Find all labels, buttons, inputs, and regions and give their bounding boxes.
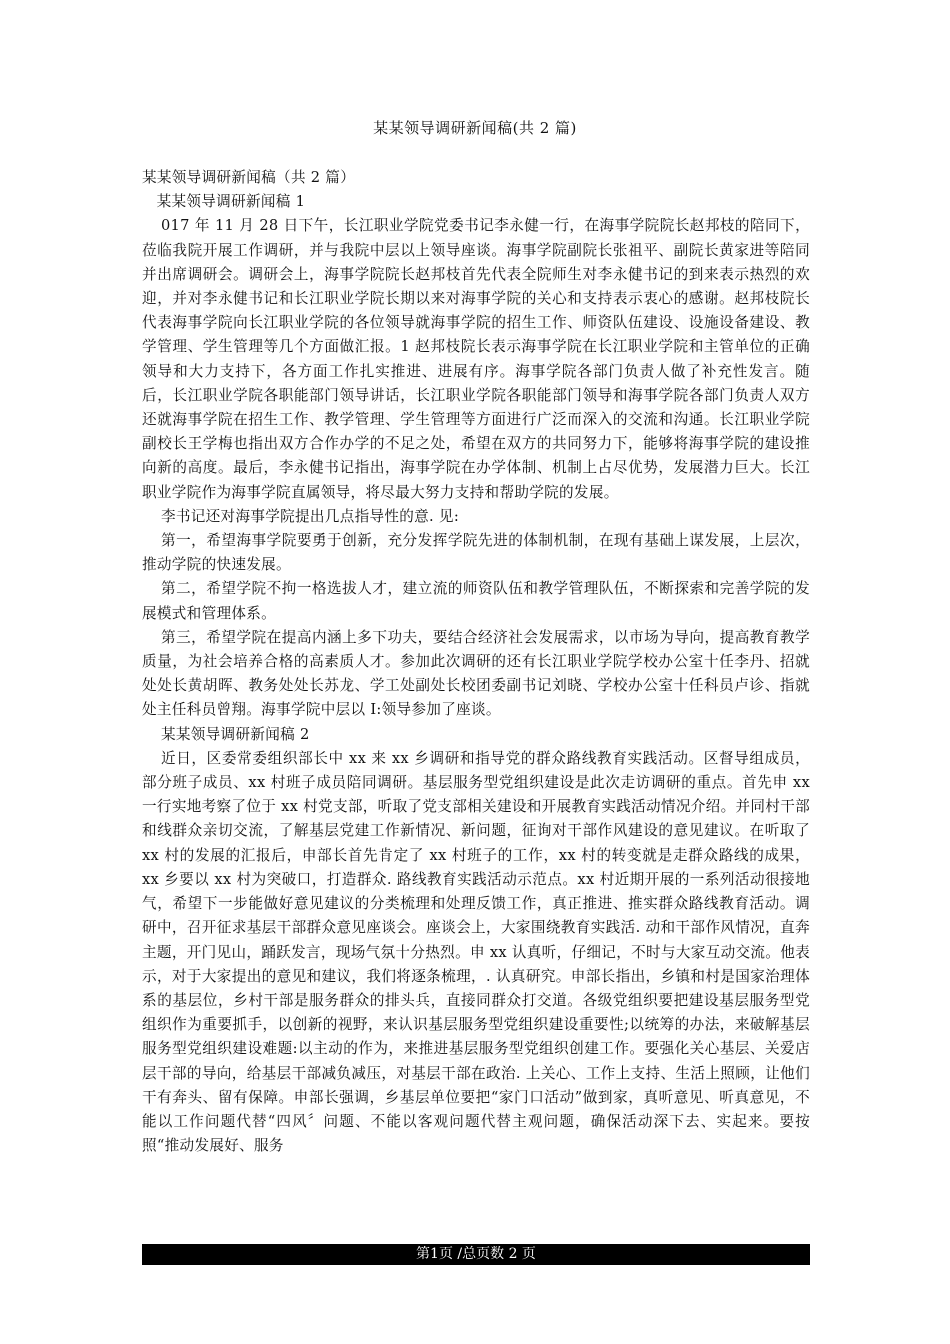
article-1-paragraph: 017 年 11 月 28 日下午，长江职业学院党委书记李永健一行，在海事学院院长赵邦枝的陪同下，莅临我院开展工作调研，并与我院中层以上领导座谈。海事学院副院长张祖平、副院长黄家进等陪同并出席调研会。调研会上，海事学院院长赵邦枝首先代表全院师生对李永健书记的到来表示热烈的欢迎，并对李永健书记和长江职业学院长期以来对海事学院的关心和支持表示衷心的感谢。赵邦枝院长代表海事学院向长江职业学院的各位领导就海事学院的招生工作、师资队伍建设、设施设备建设、教学管理、学生管理等几个方面做汇报。1 赵邦枝院长表示海事学院在长江职业学院和主管单位的正确领导和大力支持下，各方面工作扎实推进、进展有序。海事学院各部门负责人做了补充性发言。随后，长江职业学院各职能部门领导讲话，长江职业学院各职能部门领导和海事学院各部门负责人双方还就海事学院在招生工作、教学管理、学生管理等方面进行广泛而深入的交流和沟通。长江职业学院副校长王学梅也指出双方合作办学的不足之处，希望在双方的共同努力下，能够将海事学院的建设推向新的高度。最后，李永健书记指出，海事学院在办学体制、机制上占尽优势，发展潜力巨大。长江职业学院作为海事学院直属领导，将尽最大努力支持和帮助学院的发展。 (142, 217, 810, 501)
article-1-paragraph: 李书记还对海事学院提出几点指导性的意. 见: (160, 507, 460, 525)
article-1-paragraph: 第二，希望学院不拘一格选拔人才，建立流的师资队伍和教学管理队伍，不断探索和完善学院的发展模式和管理体系。 (142, 580, 810, 622)
page-number-label: 第1页 /总页数 2 页 (416, 1246, 536, 1262)
doc-heading: 某某领导调研新闻稿（共 2 篇） (142, 169, 356, 186)
article-2-heading: 某某领导调研新闻稿 2 (160, 725, 310, 743)
page-footer (142, 1244, 810, 1265)
article-2-paragraph: 近日，区委常委组织部长中 xx 来 xx 乡调研和指导党的群众路线教育实践活动。区督导组成员，部分班子成员、xx 村班子成员陪同调研。基层服务型党组织建设是此次走访调研的重点。首先申 xx 一行实地考察了位于 xx 村党支部，听取了党支部相关建设和开展教育实践活动情况介绍。并同村干部和线群众亲切交流，了解基层党建工作新情况、新问题，征询对干部作风建设的意见建议。在听取了 xx 村的发展的汇报后，申部长首先肯定了 xx 村班子的工作，xx 村的转变就是走群众路线的成果，xx 乡要以 xx 村为突破口，打造群众. 路线教育实践活动示范点。xx 村近期开展的一系列活动很接地气，希望下一步能做好意见建议的分类梳理和处理反馈工作，真正推进、推实群众路线教育活动。调研中，召开征求基层干部群众意见座谈会。座谈会上，大家围绕教育实践活. 动和干部作风情况，直奔主题，开门见山，踊跃发言，现场气氛十分热烈。申 xx 认真听，仔细记，不时与大家互动交流。他表示，对于大家提出的意见和建议，我们将逐条梳理，. 认真研究。申部长指出，乡镇和村是国家治理体系的基层位，乡村干部是服务群众的排头兵，直接同群众打交道。各级党组织要把建设基层服务型党组织作为重要抓手，以创新的视野，来认识基层服务型党组织建设重要性;以统筹的办法，来破解基层服务型党组织建设难题:以主动的作为，来推进基层服务型党组织创建工作。要强化关心基层、关爱店层干部的导向，给基层干部减负减压，对基层干部在政治. 上关心、工作上支持、生活上照顾，让他们干有奔头、留有保障。申部长强调，乡基层单位要把“家门口活动”做到家，真听意见、听真意见，不能以工作问题代替“四风〞问题、不能以客观问题代替主观问题，确保活动深下去、实起来。要按照“推动发展好、服务 (142, 749, 810, 1155)
document-body (142, 166, 810, 1158)
article-1-paragraph: 第一，希望海事学院要勇于创新，充分发挥学院先进的体制机制，在现有基础上谋发展，上层次， 推动学院的快速发展。 (142, 532, 810, 574)
document-title: 某某领导调研新闻稿(共 2 篇) (373, 119, 577, 137)
article-1-paragraph: 第三，希望学院在提高内涵上多下功夫，要结合经济社会发展需求，以市场为导向，提高教育教学质量，为社会培养合格的高素质人才。参加此次调研的还有长江职业学院学校办公室十任李丹、招就处处长黄胡晖、教务处处长苏龙、学工处副处长校团委副书记刘晓、学校办公室十任科员卢诊、指就处主任科员曾翔。海事学院中层以 I:领导参加了座谈。 (142, 628, 810, 719)
article-1-heading: 某某领导调研新闻稿 1 (156, 193, 306, 211)
